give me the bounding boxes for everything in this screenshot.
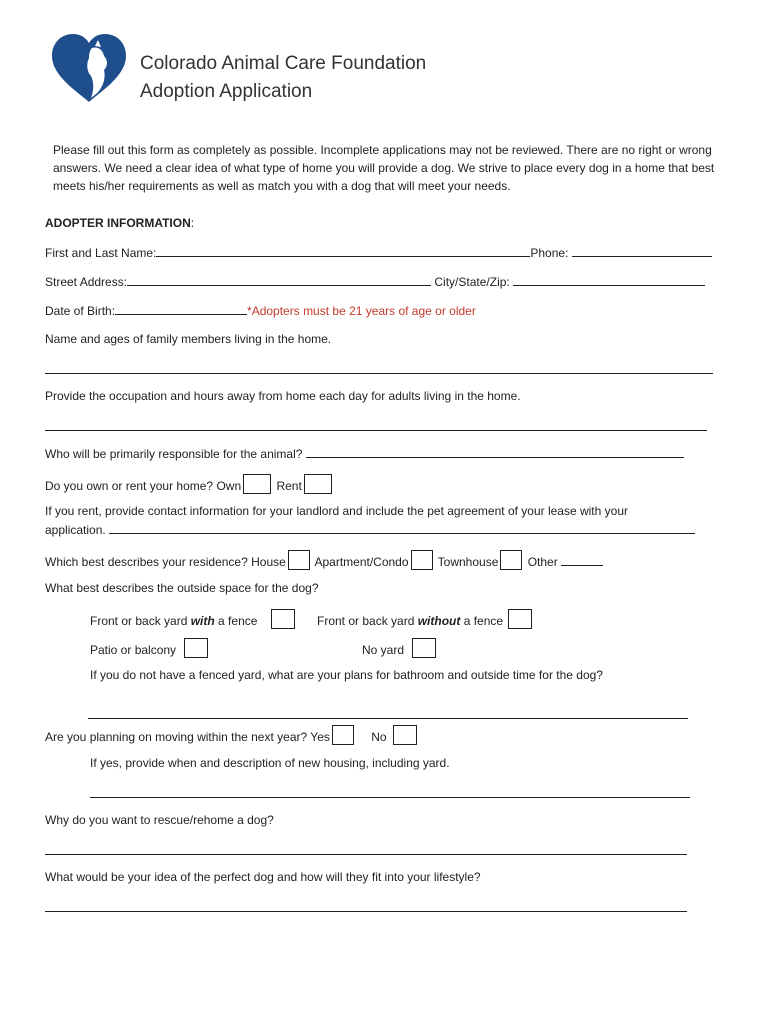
age-requirement-note: *Adopters must be 21 years of age or older — [247, 304, 476, 318]
apartment-checkbox[interactable] — [411, 550, 433, 570]
heart-dog-logo-icon — [48, 32, 130, 104]
patio-checkbox[interactable] — [184, 638, 208, 658]
org-name: Colorado Animal Care Foundation — [140, 53, 427, 74]
perfect-dog-label: What would be your idea of the perfect dog and how will they fit into your lifestyle? — [45, 870, 481, 884]
dob-label: Date of Birth: — [45, 304, 116, 318]
adopter-info-heading: ADOPTER INFORMATION: — [45, 216, 195, 230]
own-option-label: Own — [216, 479, 242, 493]
perfect-dog-field[interactable] — [45, 911, 687, 912]
responsible-row — [45, 445, 684, 462]
moving-row — [45, 725, 419, 745]
moving-yes-checkbox[interactable] — [332, 725, 354, 745]
yard-with-fence-option: Front or back yard with a fence — [90, 609, 297, 629]
dob-row — [45, 302, 476, 319]
responsible-label: Who will be primarily responsible for the animal? — [45, 447, 306, 461]
responsible-field[interactable] — [306, 445, 684, 458]
no-fence-plan-field[interactable] — [88, 718, 688, 719]
intro-paragraph: Please fill out this form as completely as possible. Incomplete applications may not be reviewed. There are no right or wrong answers. We need a clear idea of what type of home you will provide a dog. We strive to place every dog in a home that best meets his/her requirements as well as match you with a dog that will meet your needs. — [53, 143, 715, 193]
rescue-reason-label: Why do you want to rescue/rehome a dog? — [45, 813, 274, 827]
no-option-label: No — [371, 730, 387, 744]
dob-field[interactable] — [115, 302, 247, 315]
family-field[interactable] — [45, 373, 713, 374]
street-label: Street Address: — [45, 275, 128, 289]
residence-option-apartment: Apartment/Condo — [314, 555, 409, 569]
yes-option-label: Yes — [310, 730, 330, 744]
own-checkbox[interactable] — [243, 474, 271, 494]
name-phone-row — [45, 244, 712, 261]
landlord-row — [45, 521, 695, 538]
city-label: City/State/Zip: — [431, 275, 514, 289]
no-fence-plan-label: If you do not have a fenced yard, what are your plans for bathroom and outside time for the dog? — [90, 668, 603, 682]
patio-option: Patio or balcony — [90, 638, 210, 658]
residence-label: Which best describes your residence? — [45, 555, 248, 569]
name-label: First and Last Name: — [45, 246, 157, 260]
residence-option-other: Other — [527, 555, 558, 569]
other-residence-field[interactable] — [561, 553, 603, 566]
yard-without-fence-option: Front or back yard without a fence — [317, 609, 534, 629]
moving-details-label: If yes, provide when and description of new housing, including yard. — [90, 756, 450, 770]
house-checkbox[interactable] — [288, 550, 310, 570]
townhouse-checkbox[interactable] — [500, 550, 522, 570]
occupation-label: Provide the occupation and hours away from home each day for adults living in the home. — [45, 389, 521, 403]
street-field[interactable] — [127, 273, 431, 286]
name-field[interactable] — [156, 244, 530, 257]
residence-row — [45, 550, 603, 570]
form-header — [140, 50, 426, 106]
landlord-field[interactable] — [109, 521, 695, 534]
own-rent-label: Do you own or rent your home? — [45, 479, 214, 493]
no-yard-checkbox[interactable] — [412, 638, 436, 658]
yard-with-fence-checkbox[interactable] — [271, 609, 295, 629]
no-yard-option: No yard — [362, 638, 438, 658]
occupation-field[interactable] — [45, 430, 707, 431]
yard-without-fence-checkbox[interactable] — [508, 609, 532, 629]
address-row — [45, 273, 705, 290]
outside-space-label: What best describes the outside space for the dog? — [45, 581, 319, 595]
rent-checkbox[interactable] — [304, 474, 332, 494]
moving-label: Are you planning on moving within the next year? — [45, 730, 308, 744]
city-state-zip-field[interactable] — [513, 273, 705, 286]
form-title: Adoption Application — [140, 81, 313, 102]
rescue-reason-field[interactable] — [45, 854, 687, 855]
landlord-label-line-2: application. — [45, 523, 110, 537]
moving-no-checkbox[interactable] — [393, 725, 417, 745]
residence-option-townhouse: Townhouse — [437, 555, 499, 569]
own-rent-row — [45, 474, 334, 494]
family-label: Name and ages of family members living in the home. — [45, 332, 332, 346]
rent-option-label: Rent — [276, 479, 302, 493]
residence-option-house: House — [251, 555, 286, 569]
phone-field[interactable] — [572, 244, 712, 257]
phone-label: Phone: — [530, 246, 572, 260]
landlord-label-line-1: If you rent, provide contact information for your landlord and include the pet agreement of your lease with your — [45, 504, 628, 518]
moving-details-field[interactable] — [90, 797, 690, 798]
